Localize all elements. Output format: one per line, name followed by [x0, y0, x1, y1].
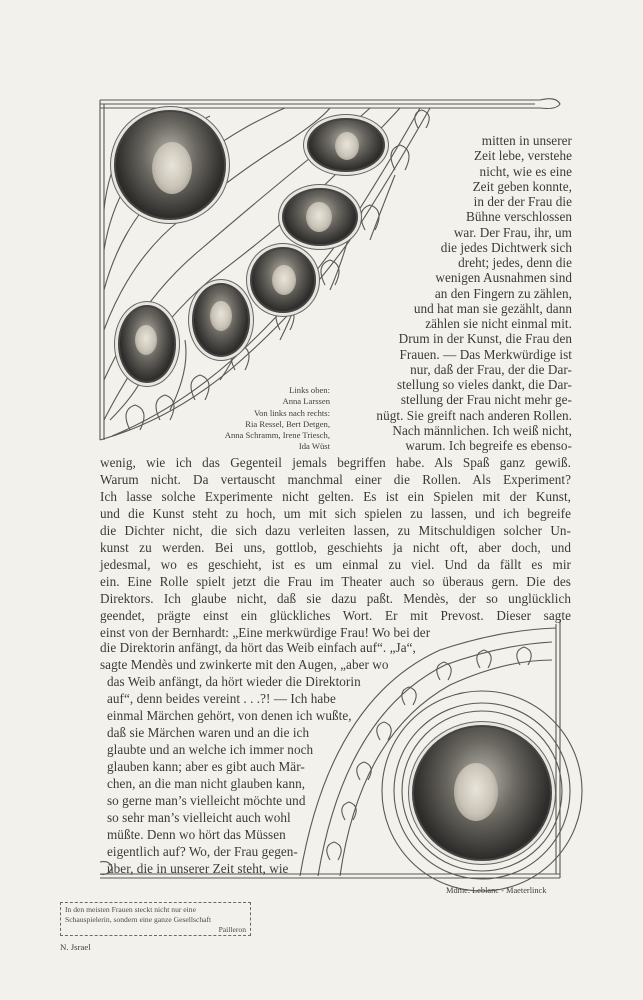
text-line: müßte. Denn wo hört das Müssen — [107, 827, 286, 842]
text-line: Zeit lebe, verstehe — [474, 148, 572, 164]
text-line: eigentlich auf? Wo, der Frau gegen- — [107, 844, 298, 859]
text-line: einst von der Bernhardt: „Eine merkwürdige Frau! Wo bei der — [100, 625, 431, 640]
quote-box — [60, 902, 251, 936]
text-line: wenig, wie ich das Gegenteil jemals begriffen habe. Als Spaß ganz gewiß. — [100, 455, 571, 470]
caption-line: Anna Larssen — [282, 396, 330, 407]
text-line: glauben kann; aber es gibt auch Mär- — [107, 759, 305, 774]
portrait-irene-triesch — [250, 247, 316, 313]
portrait-top-right — [307, 118, 385, 172]
text-line: über, die in unserer Zeit steht, wie — [107, 861, 289, 876]
text-line: das Weib anfängt, da hört wieder die Direktorin — [107, 674, 361, 689]
text-line: glaubte und an welche ich immer noch — [107, 742, 314, 757]
text-line: die jedes Dichtwerk sich — [440, 239, 572, 255]
caption-line: Links oben: — [289, 385, 330, 395]
text-line: Bühne verschlossen — [465, 209, 572, 225]
portrait-middle-right — [282, 188, 358, 246]
caption-bottom: Mdme. Leblanc - Maeterlinck — [446, 886, 547, 895]
text-line: nügt. Sie greift nach anderen Rollen. — [376, 407, 572, 423]
portrait-anna-schramm — [192, 283, 250, 357]
portrait-ria-ressel — [118, 305, 176, 383]
text-line: war. Der Frau, ihr, um — [453, 224, 572, 240]
text-line: Warum nicht. Da vertauscht manchmal einer die Rollen. Als Experiment? — [100, 472, 571, 487]
text-line: daß sie Märchen waren und an die ich — [107, 725, 310, 740]
text-line: so gerne man’s vielleicht möchte und — [107, 793, 306, 808]
text-line: nur, daß der Frau, der die Dar- — [410, 361, 572, 377]
text-line: einmal Märchen gehört, von denen ich wußte, — [107, 708, 352, 723]
text-line: und hat man sie gezählt, dann — [413, 300, 572, 316]
text-line: jedesmal, wo es geschieht, ist es um einmal zu viel. Und da fällt es mir — [100, 557, 571, 572]
text-line: Zeit geben konnte, — [472, 178, 572, 194]
caption-line: Ida Wüst — [298, 441, 330, 452]
author-name: N. Jsrael — [60, 942, 91, 952]
text-line: die Dichter nicht, die sich dazu verleiten lassen, zu Mitschuldigen solcher Un- — [100, 523, 571, 538]
text-line: stellung so vieles dankt, die Dar- — [396, 377, 572, 392]
text-line: zählen sie nicht einmal mit. — [425, 316, 572, 331]
portrait-anna-larssen — [114, 110, 226, 220]
caption-line: Von links nach rechts: — [254, 407, 330, 418]
text-line: geendet, prägte einst ein glückliches Wort. Er mit Prevost. Dieser sagte — [100, 608, 571, 623]
text-line: chen, an die man nicht glauben kann, — [107, 776, 306, 791]
caption-top — [220, 385, 330, 453]
caption-line: Ria Ressel, Bert Detgen, — [245, 418, 330, 429]
text-line: Direktors. Ich glaube nicht, daß sie dazu paßt. Mendès, der so unglücklich — [100, 591, 571, 606]
text-line: stellung der Frau nicht mehr ge- — [400, 392, 572, 408]
text-line: die Direktorin anfängt, da hört das Weib einfach auf“. „Ja“, — [100, 640, 416, 655]
text-line: so sehr man’s vielleicht auch wohl — [107, 810, 291, 825]
text-line: Ich lasse solche Experimente nicht gelten. Es ist ein Spielen mit der Kunst, — [100, 489, 571, 504]
text-line: wenigen Ausnahmen sind — [435, 270, 572, 286]
text-line: auf“, denn beides vereint . . .?! — Ich habe — [107, 691, 336, 706]
text-line: warum. Ich begreife es ebenso- — [405, 438, 572, 453]
text-line: Frauen. — Das Merkwürdige ist — [399, 346, 572, 362]
portrait-leblanc-maeterlinck — [412, 725, 552, 861]
quote-source: Pailleron — [218, 925, 246, 934]
text-line: Drum in der Kunst, die Frau den — [398, 331, 572, 347]
caption-line: Anna Schramm, Irene Triesch, — [224, 430, 330, 441]
quote-line: In den meisten Frauen steckt nicht nur eine — [65, 905, 196, 914]
text-line: an den Fingern zu zählen, — [434, 285, 572, 301]
text-line: dreht; jedes, denn die — [458, 255, 572, 270]
text-line: mitten in unserer — [481, 133, 572, 148]
text-line: in der der Frau die — [473, 194, 572, 209]
text-line: ein. Eine Rolle spielt jetzt die Frau im Theater auch so überaus gern. Die des — [100, 574, 571, 589]
text-line: kunst zu werden. Bei uns, gottlob, geschiehts ja nicht oft, aber doch, und — [100, 540, 571, 555]
text-line: Nach männlichen. Ich weiß nicht, — [392, 422, 572, 438]
text-line: und die Kunst steht zu hoch, um mit sich spielen zu lassen, und ich begreife — [100, 506, 571, 521]
quote-line: Schauspielerin, sondern eine ganze Gesellschaft — [65, 915, 212, 924]
text-line: nicht, wie es eine — [479, 163, 572, 179]
text-line: sagte Mendès und zwinkerte mit den Augen, „aber wo — [100, 657, 389, 672]
